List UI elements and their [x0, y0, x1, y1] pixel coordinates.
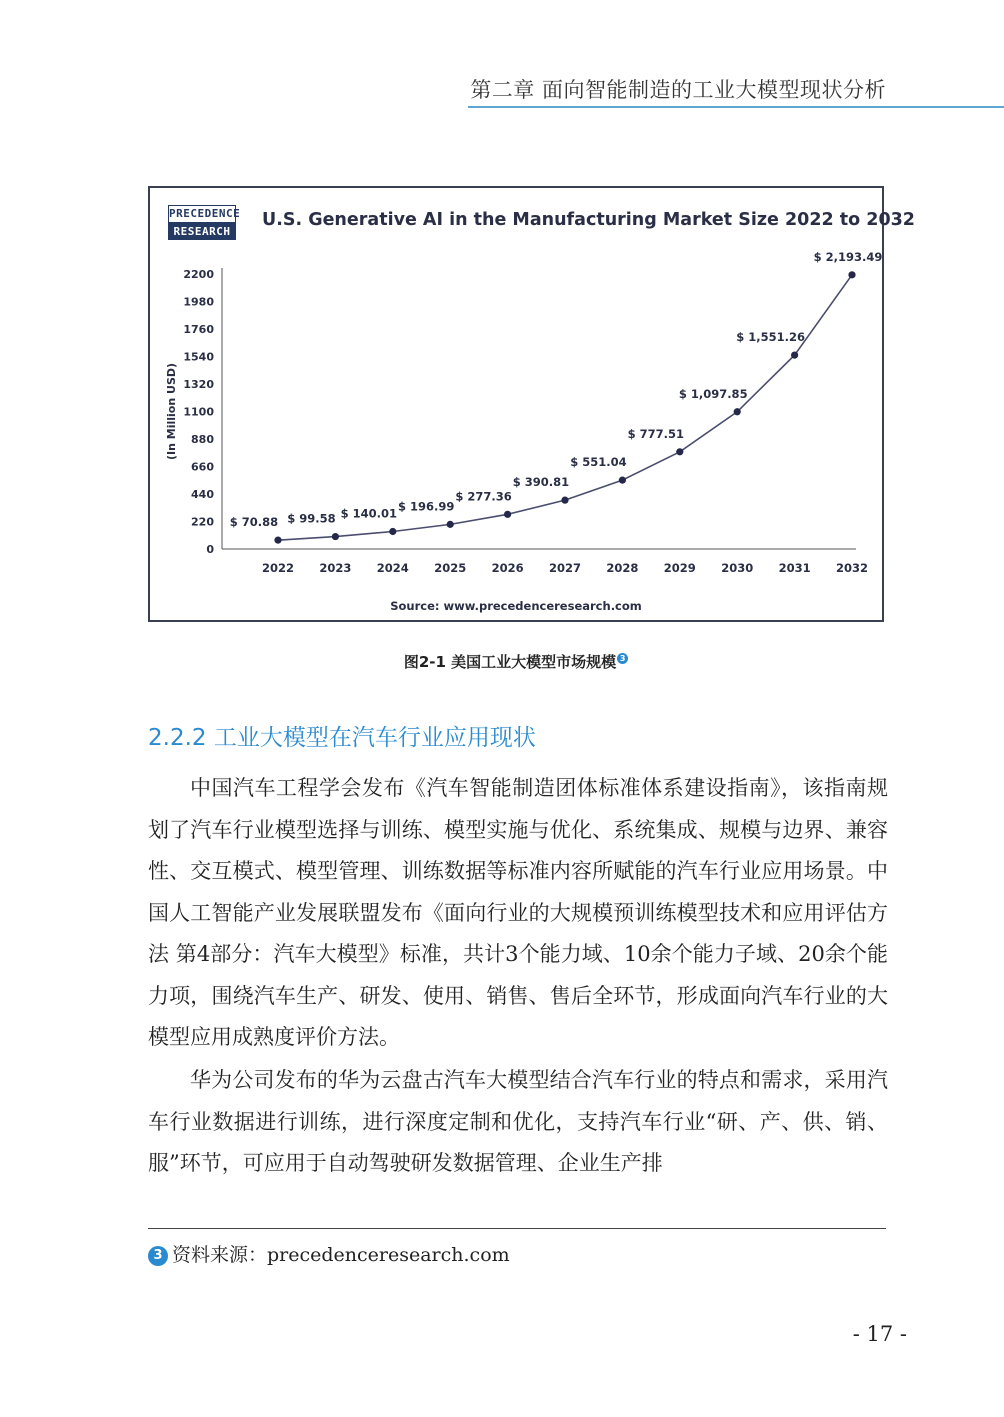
- body-paragraph-2: 华为公司发布的华为云盘古汽车大模型结合汽车行业的特点和需求，采用汽车行业数据进行训练，进行深度定制和优化，支持汽车行业“研、产、供、销、服”环节，可应用于自动驾驶研发数据管理、企业生产排: [148, 1068, 888, 1175]
- running-header: [0, 0, 1004, 112]
- footnote-text: 资料来源：precedenceresearch.com: [172, 1244, 510, 1266]
- data-label: $ 99.58: [287, 511, 336, 526]
- y-tick-label: 0: [206, 543, 214, 556]
- y-tick-label: 1320: [183, 378, 214, 391]
- figure-caption: [0, 651, 1004, 672]
- section-heading: 2.2.2 工业大模型在汽车行业应用现状: [148, 725, 536, 751]
- page-number: - 17 -: [852, 1322, 907, 1346]
- y-tick-label: 440: [191, 488, 214, 501]
- data-point: [676, 448, 683, 455]
- data-label: $ 277.36: [455, 489, 512, 504]
- y-tick-label: 1760: [183, 323, 214, 336]
- footnote-number: 3: [148, 1246, 168, 1266]
- x-tick-label: 2029: [663, 561, 696, 575]
- data-label: $ 2,193.49: [813, 249, 883, 264]
- x-tick-label: 2030: [721, 561, 754, 575]
- header-title: 第二章 面向智能制造的工业大模型现状分析: [470, 78, 886, 102]
- data-point: [274, 537, 281, 544]
- data-point: [332, 533, 339, 540]
- data-point: [447, 521, 454, 528]
- footnote-divider: [148, 1228, 886, 1229]
- figure-caption-text: 图2-1 美国工业大模型市场规模: [403, 653, 617, 671]
- x-tick-label: 2026: [491, 561, 524, 575]
- x-tick-label: 2027: [548, 561, 582, 575]
- x-tick-label: 2022: [261, 561, 295, 575]
- data-label: $ 196.99: [398, 499, 455, 514]
- data-point: [734, 408, 741, 415]
- footnote-reference-marker[interactable]: 3: [617, 653, 628, 664]
- body-paragraph-1: 中国汽车工程学会发布《汽车智能制造团体标准体系建设指南》，该指南规划了汽车行业模型选择与训练、模型实施与优化、系统集成、规模与边界、兼容性、交互模式、模型管理、训练数据等标准内容所赋能的汽车行业应用场景。中国人工智能产业发展联盟发布《面向行业的大规模预训练模型技术和应用评估方法 第4部分：汽车大模型》标准，共计3个能力域、10余个能力子域、20余个能力项，围绕汽车生产、研发、使用、销售、售后全环节，形成面向汽车行业的大模型应用成熟度评价方法。: [148, 776, 888, 1049]
- chart-source: Source: www.precedenceresearch.com: [390, 599, 642, 613]
- y-tick-label: 220: [191, 515, 214, 529]
- data-label: $ 1,551.26: [736, 330, 805, 345]
- data-label: $ 1,097.85: [678, 386, 748, 401]
- footnote: [148, 1240, 510, 1267]
- data-point: [791, 351, 798, 358]
- data-point: [619, 477, 626, 484]
- y-tick-label: 660: [191, 460, 214, 474]
- y-tick-label: 2200: [183, 268, 214, 281]
- chart-figure: [148, 186, 915, 622]
- data-point: [504, 511, 511, 518]
- data-label: $ 140.01: [340, 506, 397, 521]
- data-label: $ 70.88: [229, 515, 279, 530]
- x-tick-label: 2023: [319, 561, 352, 575]
- chart-title: U.S. Generative AI in the Manufacturing Market Size 2022 to 2032: [262, 210, 915, 230]
- logo-text-bottom: RESEARCH: [168, 223, 236, 240]
- x-tick-label: 2024: [376, 561, 409, 575]
- x-tick-label: 2031: [778, 561, 811, 575]
- data-label: $ 390.81: [512, 475, 570, 490]
- x-tick-label: 2032: [835, 561, 869, 575]
- data-label: $ 551.04: [570, 455, 627, 470]
- data-point: [848, 271, 855, 278]
- y-axis-label: (In Million USD): [165, 362, 178, 461]
- logo-text-top: PRECEDENCE: [168, 205, 236, 223]
- y-tick-label: 1100: [183, 405, 214, 419]
- x-tick-label: 2028: [606, 561, 639, 575]
- line-chart: [150, 188, 886, 624]
- data-point: [561, 497, 568, 504]
- header-rule: [468, 106, 1004, 108]
- y-tick-label: 880: [191, 433, 214, 446]
- x-tick-label: 2025: [434, 561, 467, 575]
- data-label: $ 777.51: [627, 426, 684, 441]
- y-tick-label: 1540: [183, 350, 214, 364]
- y-tick-label: 1980: [183, 295, 214, 309]
- data-point: [389, 528, 396, 535]
